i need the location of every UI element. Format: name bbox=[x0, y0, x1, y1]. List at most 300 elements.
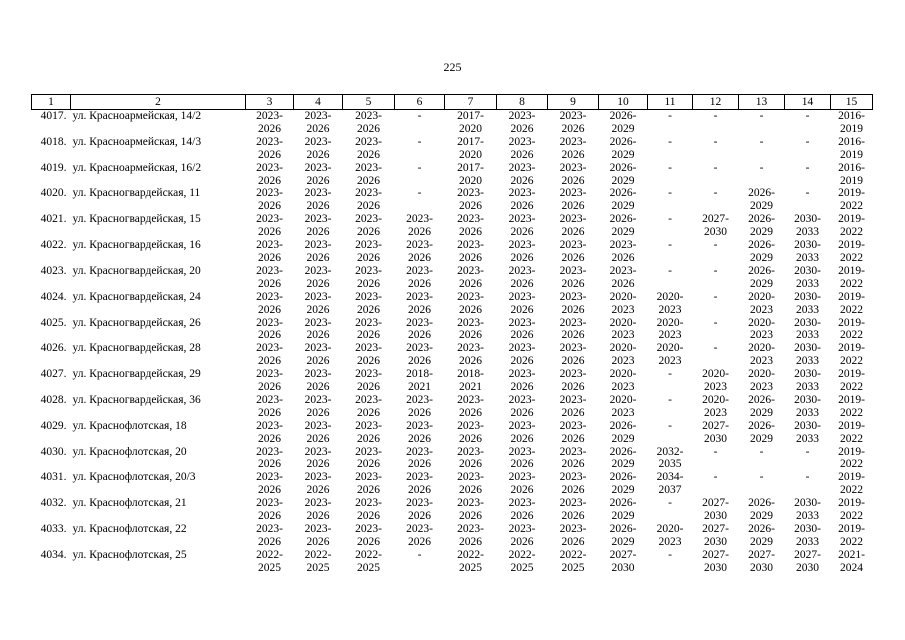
period-cell: 2023- 2026 bbox=[256, 497, 283, 523]
period-cell: 2023- 2026 bbox=[355, 342, 382, 368]
period-cell: - bbox=[668, 161, 672, 174]
period-cell: 2030- 2033 bbox=[794, 264, 821, 290]
period-cell: 2030- 2033 bbox=[794, 368, 821, 394]
period-cell: 2020- 2023 bbox=[656, 342, 684, 368]
period-cell: 2023- 2026 bbox=[508, 342, 536, 368]
period-cell: 2018- 2021 bbox=[457, 368, 484, 394]
period-cell: 2023- 2026 bbox=[355, 445, 382, 471]
row-number: 4019. bbox=[40, 161, 67, 174]
period-cell: 2023- 2026 bbox=[559, 419, 587, 445]
table-row bbox=[32, 317, 873, 343]
period-cell: 2026- 2029 bbox=[609, 523, 637, 548]
period-cell: 2027- 2030 bbox=[794, 548, 821, 574]
period-cell: 2023- 2026 bbox=[355, 213, 382, 239]
row-number: 4027. bbox=[40, 368, 67, 381]
period-cell: - bbox=[805, 445, 810, 458]
period-cell: 2016- 2019 bbox=[838, 135, 865, 161]
period-cell: 2023- 2026 bbox=[508, 110, 536, 135]
period-cell: 2030- 2033 bbox=[794, 419, 821, 445]
period-cell: 2023- 2026 bbox=[256, 368, 283, 394]
column-header: 7 bbox=[445, 95, 497, 110]
table-row bbox=[32, 162, 873, 188]
period-cell: 2023- 2026 bbox=[406, 316, 433, 342]
period-cell: - bbox=[668, 187, 672, 200]
period-cell: 2020- 2023 bbox=[748, 290, 775, 316]
period-cell: 2021- 2024 bbox=[838, 548, 865, 574]
period-cell: 2023- 2026 bbox=[457, 393, 484, 419]
period-cell: 2023- 2026 bbox=[355, 110, 382, 135]
period-cell: 2023- 2026 bbox=[406, 419, 433, 445]
period-cell: 2023- 2026 bbox=[508, 419, 536, 445]
period-cell: 2020- 2023 bbox=[609, 290, 637, 316]
period-cell: 2026- 2029 bbox=[609, 213, 637, 239]
period-cell: 2027- 2030 bbox=[609, 548, 637, 574]
period-cell: - bbox=[759, 135, 764, 148]
row-number: 4030. bbox=[40, 445, 67, 458]
period-cell: 2023- 2026 bbox=[457, 290, 484, 316]
period-cell: 2023- 2026 bbox=[355, 497, 382, 523]
period-cell: 2023- 2026 bbox=[355, 264, 382, 290]
period-cell: 2023- 2026 bbox=[559, 264, 587, 290]
period-cell: - bbox=[668, 135, 672, 148]
period-cell: 2020- 2023 bbox=[748, 342, 775, 368]
column-header: 9 bbox=[548, 95, 599, 110]
period-cell: 2023- 2026 bbox=[256, 239, 283, 264]
period-cell: - bbox=[417, 161, 422, 174]
period-cell: - bbox=[713, 342, 718, 355]
period-cell: 2023- 2026 bbox=[304, 368, 332, 394]
period-cell: 2026- 2029 bbox=[748, 213, 775, 239]
period-cell: - bbox=[417, 135, 422, 148]
period-cell: 2023- 2026 bbox=[406, 471, 433, 497]
period-cell: 2023- 2026 bbox=[457, 523, 484, 548]
header-row bbox=[32, 95, 873, 110]
period-cell: 2023- 2026 bbox=[256, 419, 283, 445]
period-cell: 2019- 2022 bbox=[838, 419, 865, 445]
period-cell: 2023- 2026 bbox=[256, 445, 283, 471]
period-cell: 2022- 2025 bbox=[355, 548, 382, 574]
row-number: 4020. bbox=[40, 187, 67, 200]
row-number: 4028. bbox=[40, 393, 67, 406]
period-cell: 2016- 2019 bbox=[838, 161, 865, 187]
period-cell: 2027- 2030 bbox=[702, 419, 729, 445]
period-cell: 2023- 2026 bbox=[406, 213, 433, 239]
period-cell: - bbox=[805, 110, 810, 122]
period-cell: 2023- 2026 bbox=[559, 445, 587, 471]
period-cell: 2020- 2023 bbox=[656, 290, 684, 316]
period-cell: 2032- 2035 bbox=[656, 445, 684, 471]
period-cell: - bbox=[713, 110, 718, 122]
period-cell: 2023- 2026 bbox=[304, 497, 332, 523]
period-cell: 2023- 2026 bbox=[457, 497, 484, 523]
row-address: ул. Красногвардейская, 36 bbox=[72, 393, 201, 406]
row-address: ул. Краснофлотская, 20/3 bbox=[72, 471, 196, 484]
table-row bbox=[32, 136, 873, 162]
period-cell: 2019- 2022 bbox=[838, 393, 865, 419]
period-cell: - bbox=[668, 419, 672, 432]
row-address: ул. Краснофлотская, 21 bbox=[72, 497, 187, 510]
period-cell: 2026- 2029 bbox=[609, 135, 637, 161]
row-address: ул. Красноармейская, 14/2 bbox=[72, 110, 202, 122]
period-cell: 2023- 2026 bbox=[508, 239, 536, 264]
row-address: ул. Красногвардейская, 15 bbox=[72, 213, 201, 226]
period-cell: 2019- 2022 bbox=[838, 316, 865, 342]
period-cell: 2019- 2022 bbox=[838, 342, 865, 368]
row-number: 4018. bbox=[40, 135, 67, 148]
period-cell: 2027- 2030 bbox=[702, 213, 729, 239]
period-cell: 2017- 2020 bbox=[457, 110, 484, 135]
period-cell: 2030- 2033 bbox=[794, 290, 821, 316]
period-cell: 2027- 2030 bbox=[702, 523, 729, 548]
column-header: 6 bbox=[395, 95, 445, 110]
period-cell: 2023- 2026 bbox=[559, 110, 587, 135]
period-cell: 2023- 2026 bbox=[457, 239, 484, 264]
period-cell: 2017- 2020 bbox=[457, 161, 484, 187]
period-cell: 2023- 2026 bbox=[406, 342, 433, 368]
period-cell: 2019- 2022 bbox=[838, 213, 865, 239]
period-cell: 2026- 2029 bbox=[609, 445, 637, 471]
period-cell: 2023- 2026 bbox=[508, 290, 536, 316]
row-number: 4032. bbox=[40, 497, 67, 510]
period-cell: 2023- 2026 bbox=[609, 264, 637, 290]
period-cell: 2023- 2026 bbox=[256, 393, 283, 419]
period-cell: 2026- 2029 bbox=[609, 497, 637, 523]
period-cell: 2020- 2023 bbox=[748, 368, 775, 394]
column-header: 14 bbox=[785, 95, 831, 110]
period-cell: 2020- 2023 bbox=[702, 368, 729, 394]
period-cell: 2023- 2026 bbox=[304, 445, 332, 471]
column-header: 10 bbox=[599, 95, 648, 110]
period-cell: - bbox=[805, 187, 810, 200]
period-cell: 2023- 2026 bbox=[559, 523, 587, 548]
period-cell: 2023- 2026 bbox=[355, 161, 382, 187]
period-cell: 2023- 2026 bbox=[457, 342, 484, 368]
period-cell: - bbox=[668, 264, 672, 277]
period-cell: 2023- 2026 bbox=[304, 316, 332, 342]
period-cell: 2023- 2026 bbox=[304, 523, 332, 548]
period-cell: 2022- 2025 bbox=[559, 548, 587, 574]
period-cell: 2023- 2026 bbox=[559, 161, 587, 187]
period-cell: 2023- 2026 bbox=[256, 342, 283, 368]
period-cell: - bbox=[713, 316, 718, 329]
period-cell: 2023- 2026 bbox=[406, 523, 433, 548]
period-cell: 2023- 2026 bbox=[508, 523, 536, 548]
row-address: ул. Красногвардейская, 11 bbox=[72, 187, 201, 200]
period-cell: - bbox=[713, 445, 718, 458]
period-cell: 2023- 2026 bbox=[559, 471, 587, 497]
period-cell: 2023- 2026 bbox=[457, 419, 484, 445]
period-cell: 2026- 2029 bbox=[748, 239, 775, 264]
row-address: ул. Краснофлотская, 22 bbox=[72, 523, 187, 535]
period-cell: 2020- 2023 bbox=[702, 393, 729, 419]
row-address: ул. Красноармейская, 16/2 bbox=[72, 161, 202, 174]
period-cell: 2019- 2022 bbox=[838, 187, 865, 213]
period-cell: - bbox=[713, 239, 718, 252]
row-number: 4025. bbox=[40, 316, 67, 329]
column-header: 4 bbox=[294, 95, 343, 110]
column-header: 3 bbox=[246, 95, 294, 110]
period-cell: - bbox=[805, 471, 810, 484]
period-cell: 2023- 2026 bbox=[355, 471, 382, 497]
table-row bbox=[32, 265, 873, 291]
column-header: 15 bbox=[831, 95, 873, 110]
period-cell: 2019- 2022 bbox=[838, 239, 865, 264]
period-cell: 2026- 2029 bbox=[609, 187, 637, 213]
period-cell: 2023- 2026 bbox=[355, 316, 382, 342]
row-address: ул. Красноармейская, 14/3 bbox=[72, 135, 202, 148]
period-cell: 2030- 2033 bbox=[794, 213, 821, 239]
page-number: 225 bbox=[443, 60, 462, 74]
period-cell: - bbox=[417, 548, 422, 561]
row-address: ул. Краснофлотская, 25 bbox=[72, 548, 187, 561]
period-cell: - bbox=[713, 264, 718, 277]
period-cell: 2023- 2026 bbox=[304, 264, 332, 290]
table-row bbox=[32, 471, 873, 497]
row-address: ул. Красногвардейская, 20 bbox=[72, 264, 201, 277]
period-cell: 2023- 2026 bbox=[256, 471, 283, 497]
period-cell: 2023- 2026 bbox=[304, 135, 332, 161]
table-row bbox=[32, 523, 873, 549]
period-cell: 2023- 2026 bbox=[256, 135, 283, 161]
period-cell: 2023- 2026 bbox=[559, 342, 587, 368]
period-cell: - bbox=[759, 471, 764, 484]
period-cell: 2027- 2030 bbox=[702, 497, 729, 523]
period-cell: 2023- 2026 bbox=[355, 135, 382, 161]
period-cell: 2023- 2026 bbox=[304, 471, 332, 497]
period-cell: 2027- 2030 bbox=[702, 548, 729, 574]
period-cell: 2030- 2033 bbox=[794, 239, 821, 264]
period-cell: - bbox=[713, 290, 718, 303]
period-cell: 2020- 2023 bbox=[609, 368, 637, 394]
period-cell: 2019- 2022 bbox=[838, 523, 865, 548]
period-cell: 2023- 2026 bbox=[355, 290, 382, 316]
period-cell: 2023- 2026 bbox=[508, 497, 536, 523]
row-number: 4026. bbox=[40, 342, 67, 355]
period-cell: 2023- 2026 bbox=[457, 187, 484, 213]
period-cell: 2030- 2033 bbox=[794, 316, 821, 342]
period-cell: 2026- 2029 bbox=[748, 264, 775, 290]
table-row bbox=[32, 187, 873, 213]
period-cell: - bbox=[713, 471, 718, 484]
period-cell: 2023- 2026 bbox=[508, 264, 536, 290]
row-number: 4034. bbox=[40, 548, 67, 561]
period-cell: 2023- 2026 bbox=[508, 368, 536, 394]
period-cell: 2026- 2029 bbox=[748, 419, 775, 445]
period-cell: 2023- 2026 bbox=[355, 239, 382, 264]
period-cell: - bbox=[713, 161, 718, 174]
row-number: 4033. bbox=[40, 523, 67, 535]
row-number: 4031. bbox=[40, 471, 67, 484]
period-cell: 2023- 2026 bbox=[406, 239, 433, 264]
table-row bbox=[32, 239, 873, 265]
period-cell: 2023- 2026 bbox=[304, 161, 332, 187]
row-address: ул. Красногвардейская, 16 bbox=[72, 239, 201, 252]
row-address: ул. Краснофлотская, 20 bbox=[72, 445, 187, 458]
period-cell: 2023- 2026 bbox=[256, 290, 283, 316]
column-header: 12 bbox=[693, 95, 739, 110]
period-cell: 2026- 2029 bbox=[609, 419, 637, 445]
period-cell: - bbox=[417, 110, 422, 122]
table-row bbox=[32, 213, 873, 239]
period-cell: 2023- 2026 bbox=[256, 264, 283, 290]
period-cell: - bbox=[668, 497, 672, 510]
period-cell: 2023- 2026 bbox=[256, 110, 283, 135]
period-cell: 2023- 2026 bbox=[508, 135, 536, 161]
period-cell: - bbox=[668, 368, 672, 381]
period-cell: - bbox=[668, 548, 672, 561]
period-cell: 2019- 2022 bbox=[838, 264, 865, 290]
table-row bbox=[32, 446, 873, 472]
period-cell: 2022- 2025 bbox=[304, 548, 332, 574]
table-row bbox=[32, 110, 873, 136]
table-row bbox=[32, 549, 873, 575]
column-header: 8 bbox=[497, 95, 548, 110]
period-cell: 2023- 2026 bbox=[457, 445, 484, 471]
column-header: 5 bbox=[343, 95, 395, 110]
row-number: 4021. bbox=[40, 213, 67, 226]
table-row bbox=[32, 394, 873, 420]
period-cell: 2020- 2023 bbox=[609, 316, 637, 342]
row-number: 4024. bbox=[40, 290, 67, 303]
period-cell: 2023- 2026 bbox=[406, 264, 433, 290]
period-cell: 2026- 2029 bbox=[748, 497, 775, 523]
period-cell: 2034- 2037 bbox=[656, 471, 684, 497]
period-cell: 2023- 2026 bbox=[304, 342, 332, 368]
period-cell: 2023- 2026 bbox=[256, 523, 283, 548]
period-cell: 2023- 2026 bbox=[304, 290, 332, 316]
period-cell: 2019- 2022 bbox=[838, 445, 865, 471]
period-cell: 2026- 2029 bbox=[609, 161, 637, 187]
column-header: 13 bbox=[739, 95, 785, 110]
period-cell: 2023- 2026 bbox=[304, 187, 332, 213]
period-cell: 2023- 2026 bbox=[508, 161, 536, 187]
row-address: ул. Красногвардейская, 26 bbox=[72, 316, 201, 329]
period-cell: 2019- 2022 bbox=[838, 368, 865, 394]
period-cell: 2022- 2025 bbox=[508, 548, 536, 574]
period-cell: 2023- 2026 bbox=[508, 445, 536, 471]
period-cell: 2023- 2026 bbox=[508, 393, 536, 419]
row-number: 4029. bbox=[40, 419, 67, 432]
period-cell: 2018- 2021 bbox=[406, 368, 433, 394]
period-cell: 2020- 2023 bbox=[609, 393, 637, 419]
row-address: ул. Краснофлотская, 18 bbox=[72, 419, 187, 432]
period-cell: 2023- 2026 bbox=[508, 213, 536, 239]
row-number: 4017. bbox=[40, 110, 67, 122]
table-body bbox=[32, 110, 873, 575]
period-cell: 2023- 2026 bbox=[304, 213, 332, 239]
period-cell: 2023- 2026 bbox=[457, 264, 484, 290]
period-cell: 2023- 2026 bbox=[355, 187, 382, 213]
schedule-table bbox=[31, 94, 873, 575]
period-cell: 2023- 2026 bbox=[457, 316, 484, 342]
period-cell: 2023- 2026 bbox=[355, 368, 382, 394]
period-cell: 2030- 2033 bbox=[794, 393, 821, 419]
period-cell: - bbox=[668, 213, 672, 226]
period-cell: 2023- 2026 bbox=[508, 316, 536, 342]
period-cell: - bbox=[759, 110, 764, 122]
period-cell: 2023- 2026 bbox=[355, 393, 382, 419]
period-cell: 2023- 2026 bbox=[559, 393, 587, 419]
period-cell: 2023- 2026 bbox=[304, 239, 332, 264]
period-cell: 2030- 2033 bbox=[794, 523, 821, 548]
column-header: 1 bbox=[32, 95, 71, 110]
table-row bbox=[32, 420, 873, 446]
period-cell: 2019- 2022 bbox=[838, 290, 865, 316]
period-cell: 2020- 2023 bbox=[656, 316, 684, 342]
period-cell: 2026- 2029 bbox=[748, 393, 775, 419]
period-cell: 2023- 2026 bbox=[355, 523, 382, 548]
period-cell: - bbox=[668, 110, 672, 122]
period-cell: 2023- 2026 bbox=[304, 393, 332, 419]
table-row bbox=[32, 291, 873, 317]
period-cell: 2022- 2025 bbox=[256, 548, 283, 574]
period-cell: 2023- 2026 bbox=[559, 213, 587, 239]
period-cell: 2026- 2029 bbox=[748, 187, 775, 213]
period-cell: - bbox=[713, 135, 718, 148]
period-cell: 2019- 2022 bbox=[838, 497, 865, 523]
period-cell: 2020- 2023 bbox=[748, 316, 775, 342]
period-cell: 2020- 2023 bbox=[609, 342, 637, 368]
period-cell: 2023- 2026 bbox=[304, 419, 332, 445]
period-cell: 2023- 2026 bbox=[559, 316, 587, 342]
period-cell: 2023- 2026 bbox=[406, 393, 433, 419]
column-header: 11 bbox=[648, 95, 693, 110]
period-cell: - bbox=[713, 187, 718, 200]
period-cell: 2030- 2033 bbox=[794, 497, 821, 523]
period-cell: 2023- 2026 bbox=[508, 187, 536, 213]
row-address: ул. Красногвардейская, 28 bbox=[72, 342, 201, 355]
table-row bbox=[32, 342, 873, 368]
period-cell: - bbox=[805, 161, 810, 174]
period-cell: 2020- 2023 bbox=[656, 523, 684, 548]
period-cell: 2023- 2026 bbox=[256, 161, 283, 187]
period-cell: 2023- 2026 bbox=[355, 419, 382, 445]
period-cell: - bbox=[805, 135, 810, 148]
period-cell: 2026- 2029 bbox=[609, 471, 637, 497]
period-cell: 2026- 2029 bbox=[748, 523, 775, 548]
period-cell: 2023- 2026 bbox=[256, 316, 283, 342]
period-cell: 2023- 2026 bbox=[256, 187, 283, 213]
period-cell: 2023- 2026 bbox=[508, 471, 536, 497]
table-row bbox=[32, 497, 873, 523]
period-cell: 2023- 2026 bbox=[559, 187, 587, 213]
period-cell: 2023- 2026 bbox=[559, 135, 587, 161]
period-cell: 2027- 2030 bbox=[748, 548, 775, 574]
period-cell: 2023- 2026 bbox=[406, 497, 433, 523]
period-cell: 2023- 2026 bbox=[559, 239, 587, 264]
row-address: ул. Красногвардейская, 24 bbox=[72, 290, 201, 303]
period-cell: 2023- 2026 bbox=[304, 110, 332, 135]
period-cell: 2026- 2029 bbox=[609, 110, 637, 135]
period-cell: 2023- 2026 bbox=[406, 290, 433, 316]
period-cell: - bbox=[759, 161, 764, 174]
row-number: 4023. bbox=[40, 264, 67, 277]
period-cell: - bbox=[417, 187, 422, 200]
period-cell: 2023- 2026 bbox=[609, 239, 637, 264]
period-cell: 2019- 2022 bbox=[838, 471, 865, 497]
period-cell: 2017- 2020 bbox=[457, 135, 484, 161]
period-cell: - bbox=[668, 239, 672, 252]
period-cell: 2023- 2026 bbox=[457, 471, 484, 497]
period-cell: 2023- 2026 bbox=[256, 213, 283, 239]
period-cell: 2016- 2019 bbox=[838, 110, 865, 135]
period-cell: 2023- 2026 bbox=[457, 213, 484, 239]
row-number: 4022. bbox=[40, 239, 67, 252]
period-cell: 2022- 2025 bbox=[457, 548, 484, 574]
period-cell: 2023- 2026 bbox=[559, 290, 587, 316]
period-cell: 2030- 2033 bbox=[794, 342, 821, 368]
column-header: 2 bbox=[71, 95, 246, 110]
